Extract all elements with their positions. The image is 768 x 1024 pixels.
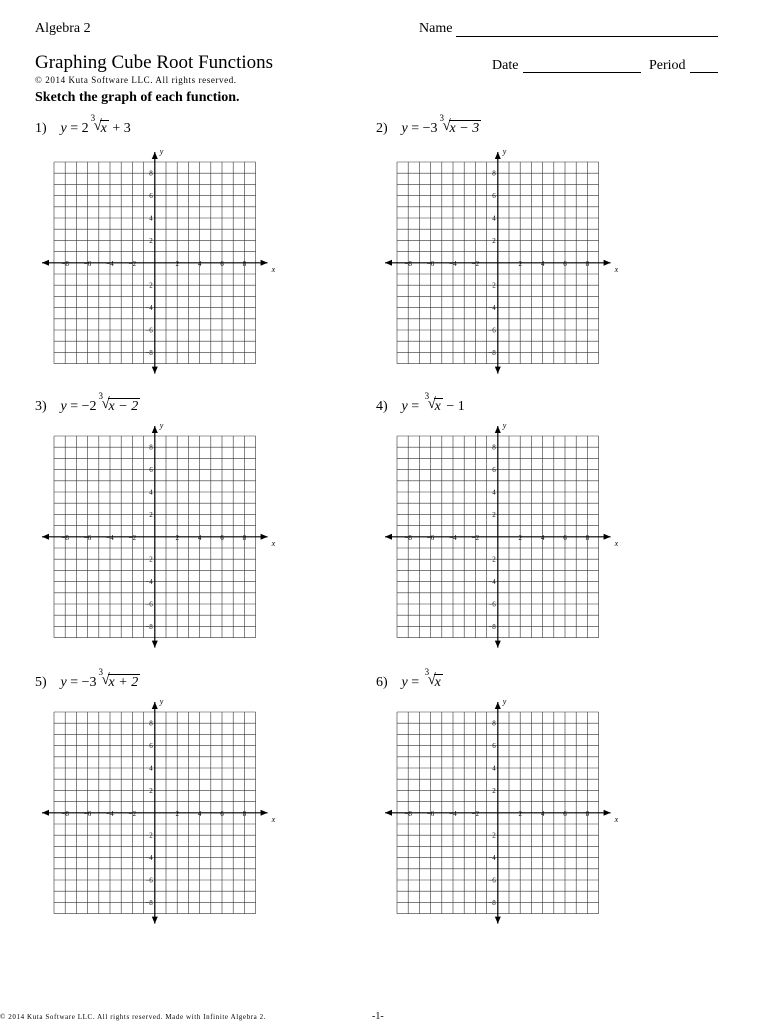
- x-tick-label: 2: [175, 259, 179, 268]
- y-tick-label: 6: [149, 466, 153, 475]
- name-field-line[interactable]: [456, 36, 718, 37]
- y-axis-down-arrow-icon: [495, 367, 501, 374]
- x-tick-label: −8: [404, 809, 412, 818]
- y-tick-label: −4: [488, 854, 496, 863]
- date-label: Date: [492, 58, 519, 73]
- radicand: x − 3: [449, 121, 480, 136]
- radical-sign-icon: √: [442, 118, 451, 134]
- y-tick-label: 2: [149, 510, 153, 519]
- x-tick-label: 6: [220, 259, 224, 268]
- y-tick-label: 6: [492, 742, 496, 751]
- x-axis-left-arrow-icon: [42, 534, 49, 540]
- equation: [60, 391, 141, 414]
- x-axis-right-arrow-icon: [261, 534, 268, 540]
- y-tick-label: 4: [492, 764, 496, 773]
- coordinate-grid-6[interactable]: [381, 697, 619, 914]
- x-tick-label: 4: [540, 809, 545, 818]
- period-field-line[interactable]: [690, 72, 718, 73]
- y-axis-up-arrow-icon: [495, 702, 501, 709]
- y-axis-down-arrow-icon: [152, 367, 158, 374]
- eq-equals: =: [411, 675, 420, 690]
- y-tick-label: 6: [149, 742, 153, 751]
- x-axis-label: x: [271, 814, 276, 824]
- eq-equals: =: [411, 399, 420, 414]
- radical-sign-icon: √: [101, 396, 110, 412]
- eq-tail: + 3: [112, 121, 131, 136]
- x-tick-label: 8: [242, 533, 247, 542]
- x-tick-label: −6: [83, 809, 92, 818]
- x-tick-label: −4: [106, 259, 114, 268]
- eq-equals: =: [411, 121, 420, 136]
- x-tick-label: −6: [426, 259, 435, 268]
- x-tick-label: 4: [540, 533, 545, 542]
- name-label: Name: [419, 21, 453, 36]
- x-axis-right-arrow-icon: [604, 260, 611, 266]
- eq-equals: =: [70, 675, 79, 690]
- x-tick-label: −2: [128, 533, 137, 542]
- x-tick-label: −4: [106, 533, 114, 542]
- y-tick-label: 4: [149, 764, 153, 773]
- eq-coefficient: 2: [81, 121, 89, 136]
- y-tick-label: 6: [492, 466, 496, 475]
- x-tick-label: −8: [61, 533, 69, 542]
- cube-root: [90, 113, 109, 137]
- y-tick-label: −8: [145, 898, 153, 907]
- coordinate-grid-5[interactable]: [38, 697, 276, 914]
- eq-lhs: y: [60, 121, 67, 136]
- x-tick-label: −6: [83, 259, 92, 268]
- x-tick-label: −8: [404, 533, 412, 542]
- y-tick-label: −2: [145, 831, 153, 840]
- y-tick-label: −4: [145, 854, 153, 863]
- x-tick-label: −6: [426, 533, 435, 542]
- eq-lhs: y: [60, 399, 67, 414]
- y-tick-label: 2: [149, 236, 153, 245]
- equation: [60, 113, 131, 136]
- x-axis-right-arrow-icon: [604, 534, 611, 540]
- x-tick-label: −8: [61, 259, 69, 268]
- problem-number: 3): [35, 399, 47, 414]
- y-axis-down-arrow-icon: [152, 917, 158, 924]
- x-tick-label: −2: [128, 809, 137, 818]
- radicand: x − 2: [108, 399, 139, 414]
- y-axis-label: y: [159, 147, 164, 156]
- page-number: -1-: [372, 1011, 384, 1022]
- x-axis-right-arrow-icon: [604, 810, 611, 816]
- radicand: x: [100, 121, 107, 136]
- x-tick-label: 8: [585, 533, 590, 542]
- y-tick-label: 8: [149, 719, 153, 728]
- radical-index: 3: [98, 391, 104, 401]
- y-tick-label: −2: [145, 555, 153, 564]
- y-tick-label: −6: [488, 600, 496, 609]
- radical-index: 3: [424, 667, 430, 677]
- y-axis-up-arrow-icon: [495, 426, 501, 433]
- radical-index: 3: [424, 391, 430, 401]
- x-tick-label: 2: [518, 259, 522, 268]
- instructions: Sketch the graph of each function.: [35, 90, 240, 105]
- eq-lhs: y: [401, 675, 408, 690]
- x-tick-label: −6: [426, 809, 435, 818]
- y-axis-label: y: [502, 421, 507, 430]
- y-axis-up-arrow-icon: [495, 152, 501, 159]
- x-axis-left-arrow-icon: [42, 260, 49, 266]
- y-tick-label: −6: [488, 326, 496, 335]
- y-tick-label: 2: [492, 236, 496, 245]
- y-tick-label: −2: [488, 831, 496, 840]
- y-tick-label: 4: [149, 214, 153, 223]
- x-tick-label: 4: [197, 259, 202, 268]
- x-tick-label: 6: [563, 259, 567, 268]
- y-tick-label: −4: [488, 304, 496, 313]
- coordinate-grid-2[interactable]: [381, 147, 619, 364]
- y-axis-label: y: [159, 697, 164, 706]
- y-tick-label: 8: [492, 719, 496, 728]
- x-axis-label: x: [271, 538, 276, 548]
- equation: [60, 667, 141, 690]
- copyright-notice: © 2014 Kuta Software LLC. All rights reserved.: [35, 75, 237, 85]
- x-tick-label: 8: [585, 809, 590, 818]
- x-tick-label: −4: [449, 533, 457, 542]
- x-tick-label: 6: [563, 533, 567, 542]
- y-tick-label: 4: [492, 214, 496, 223]
- problem-number: 4): [376, 399, 388, 414]
- footer-copyright: © 2014 Kuta Software LLC. All rights reserved. Made with Infinite Algebra 2.: [0, 1013, 267, 1021]
- problem-1: [35, 113, 131, 137]
- radical-index: 3: [439, 113, 445, 123]
- y-axis-down-arrow-icon: [495, 917, 501, 924]
- x-axis-left-arrow-icon: [385, 260, 392, 266]
- x-axis-label: x: [614, 264, 619, 274]
- radical-sign-icon: √: [427, 396, 436, 412]
- x-tick-label: −4: [449, 259, 457, 268]
- problem-3: [35, 391, 140, 415]
- x-axis-label: x: [271, 264, 276, 274]
- course-name: Algebra 2: [35, 21, 91, 36]
- problem-number: 5): [35, 675, 47, 690]
- x-axis-right-arrow-icon: [261, 810, 268, 816]
- y-tick-label: −4: [145, 304, 153, 313]
- y-tick-label: −2: [488, 555, 496, 564]
- y-axis-down-arrow-icon: [495, 641, 501, 648]
- y-axis-up-arrow-icon: [152, 152, 158, 159]
- x-tick-label: 4: [197, 809, 202, 818]
- y-tick-label: 2: [492, 786, 496, 795]
- worksheet-title: Graphing Cube Root Functions: [35, 52, 274, 73]
- radical-sign-icon: √: [427, 672, 436, 688]
- x-tick-label: 6: [220, 809, 224, 818]
- problem-number: 2): [376, 121, 388, 136]
- radical-index: 3: [90, 113, 96, 123]
- cube-root: [439, 113, 482, 137]
- y-tick-label: −8: [145, 622, 153, 631]
- equation: [401, 391, 465, 414]
- eq-lhs: y: [401, 121, 408, 136]
- y-tick-label: −6: [145, 600, 153, 609]
- y-tick-label: 2: [492, 510, 496, 519]
- y-axis-label: y: [159, 421, 164, 430]
- problem-4: [376, 391, 465, 415]
- y-tick-label: 4: [149, 488, 153, 497]
- x-tick-label: −8: [404, 259, 412, 268]
- y-tick-label: −8: [488, 898, 496, 907]
- x-axis-right-arrow-icon: [261, 260, 268, 266]
- y-tick-label: 2: [149, 786, 153, 795]
- problem-2: [376, 113, 481, 137]
- problem-6: [376, 667, 443, 691]
- x-axis-label: x: [614, 538, 619, 548]
- eq-coefficient: −3: [422, 121, 438, 136]
- x-axis-left-arrow-icon: [385, 534, 392, 540]
- y-tick-label: 8: [149, 443, 153, 452]
- x-tick-label: −4: [449, 809, 457, 818]
- radicand: x + 2: [108, 675, 139, 690]
- y-tick-label: 6: [492, 192, 496, 201]
- problem-number: 6): [376, 675, 388, 690]
- date-field-line[interactable]: [523, 72, 641, 73]
- x-tick-label: −2: [471, 259, 480, 268]
- x-tick-label: 8: [585, 259, 590, 268]
- y-tick-label: −6: [145, 876, 153, 885]
- cube-root: [98, 391, 141, 415]
- eq-coefficient: −3: [81, 675, 97, 690]
- x-tick-label: 2: [518, 809, 522, 818]
- x-tick-label: 4: [540, 259, 545, 268]
- x-tick-label: 2: [518, 533, 522, 542]
- radical-sign-icon: √: [93, 118, 102, 134]
- y-tick-label: −6: [488, 876, 496, 885]
- y-tick-label: 8: [149, 169, 153, 178]
- y-axis-up-arrow-icon: [152, 702, 158, 709]
- x-tick-label: 6: [220, 533, 224, 542]
- y-tick-label: −2: [145, 281, 153, 290]
- x-tick-label: 4: [197, 533, 202, 542]
- y-axis-label: y: [502, 147, 507, 156]
- x-tick-label: −2: [128, 259, 137, 268]
- period-label: Period: [649, 58, 686, 73]
- x-axis-left-arrow-icon: [42, 810, 49, 816]
- x-tick-label: 8: [242, 809, 247, 818]
- y-tick-label: −8: [145, 348, 153, 357]
- y-tick-label: −4: [488, 578, 496, 587]
- cube-root: [424, 667, 443, 691]
- y-axis-label: y: [502, 697, 507, 706]
- y-tick-label: −6: [145, 326, 153, 335]
- x-tick-label: −2: [471, 533, 480, 542]
- x-tick-label: 8: [242, 259, 247, 268]
- equation: [401, 667, 443, 690]
- x-tick-label: −8: [61, 809, 69, 818]
- y-tick-label: 6: [149, 192, 153, 201]
- eq-equals: =: [70, 399, 79, 414]
- y-tick-label: 8: [492, 443, 496, 452]
- coordinate-grid-1[interactable]: [38, 147, 276, 364]
- y-tick-label: 4: [492, 488, 496, 497]
- y-tick-label: −2: [488, 281, 496, 290]
- eq-equals: =: [70, 121, 79, 136]
- equation: [401, 113, 482, 136]
- eq-lhs: y: [401, 399, 408, 414]
- problem-5: [35, 667, 140, 691]
- x-tick-label: 2: [175, 809, 179, 818]
- y-tick-label: 8: [492, 169, 496, 178]
- eq-lhs: y: [60, 675, 67, 690]
- radical-sign-icon: √: [101, 672, 110, 688]
- y-tick-label: −8: [488, 622, 496, 631]
- x-axis-left-arrow-icon: [385, 810, 392, 816]
- cube-root: [98, 667, 141, 691]
- radical-index: 3: [98, 667, 104, 677]
- problem-number: 1): [35, 121, 47, 136]
- eq-tail: − 1: [446, 399, 465, 414]
- coordinate-grid-3[interactable]: [38, 421, 276, 638]
- eq-coefficient: −2: [81, 399, 97, 414]
- y-axis-down-arrow-icon: [152, 641, 158, 648]
- y-tick-label: −4: [145, 578, 153, 587]
- x-tick-label: −4: [106, 809, 114, 818]
- x-tick-label: −2: [471, 809, 480, 818]
- x-axis-label: x: [614, 814, 619, 824]
- x-tick-label: 6: [563, 809, 567, 818]
- radicand: x: [434, 675, 441, 690]
- x-tick-label: 2: [175, 533, 179, 542]
- coordinate-grid-4[interactable]: [381, 421, 619, 638]
- x-tick-label: −6: [83, 533, 92, 542]
- y-axis-up-arrow-icon: [152, 426, 158, 433]
- cube-root: [424, 391, 443, 415]
- y-tick-label: −8: [488, 348, 496, 357]
- radicand: x: [434, 399, 441, 414]
